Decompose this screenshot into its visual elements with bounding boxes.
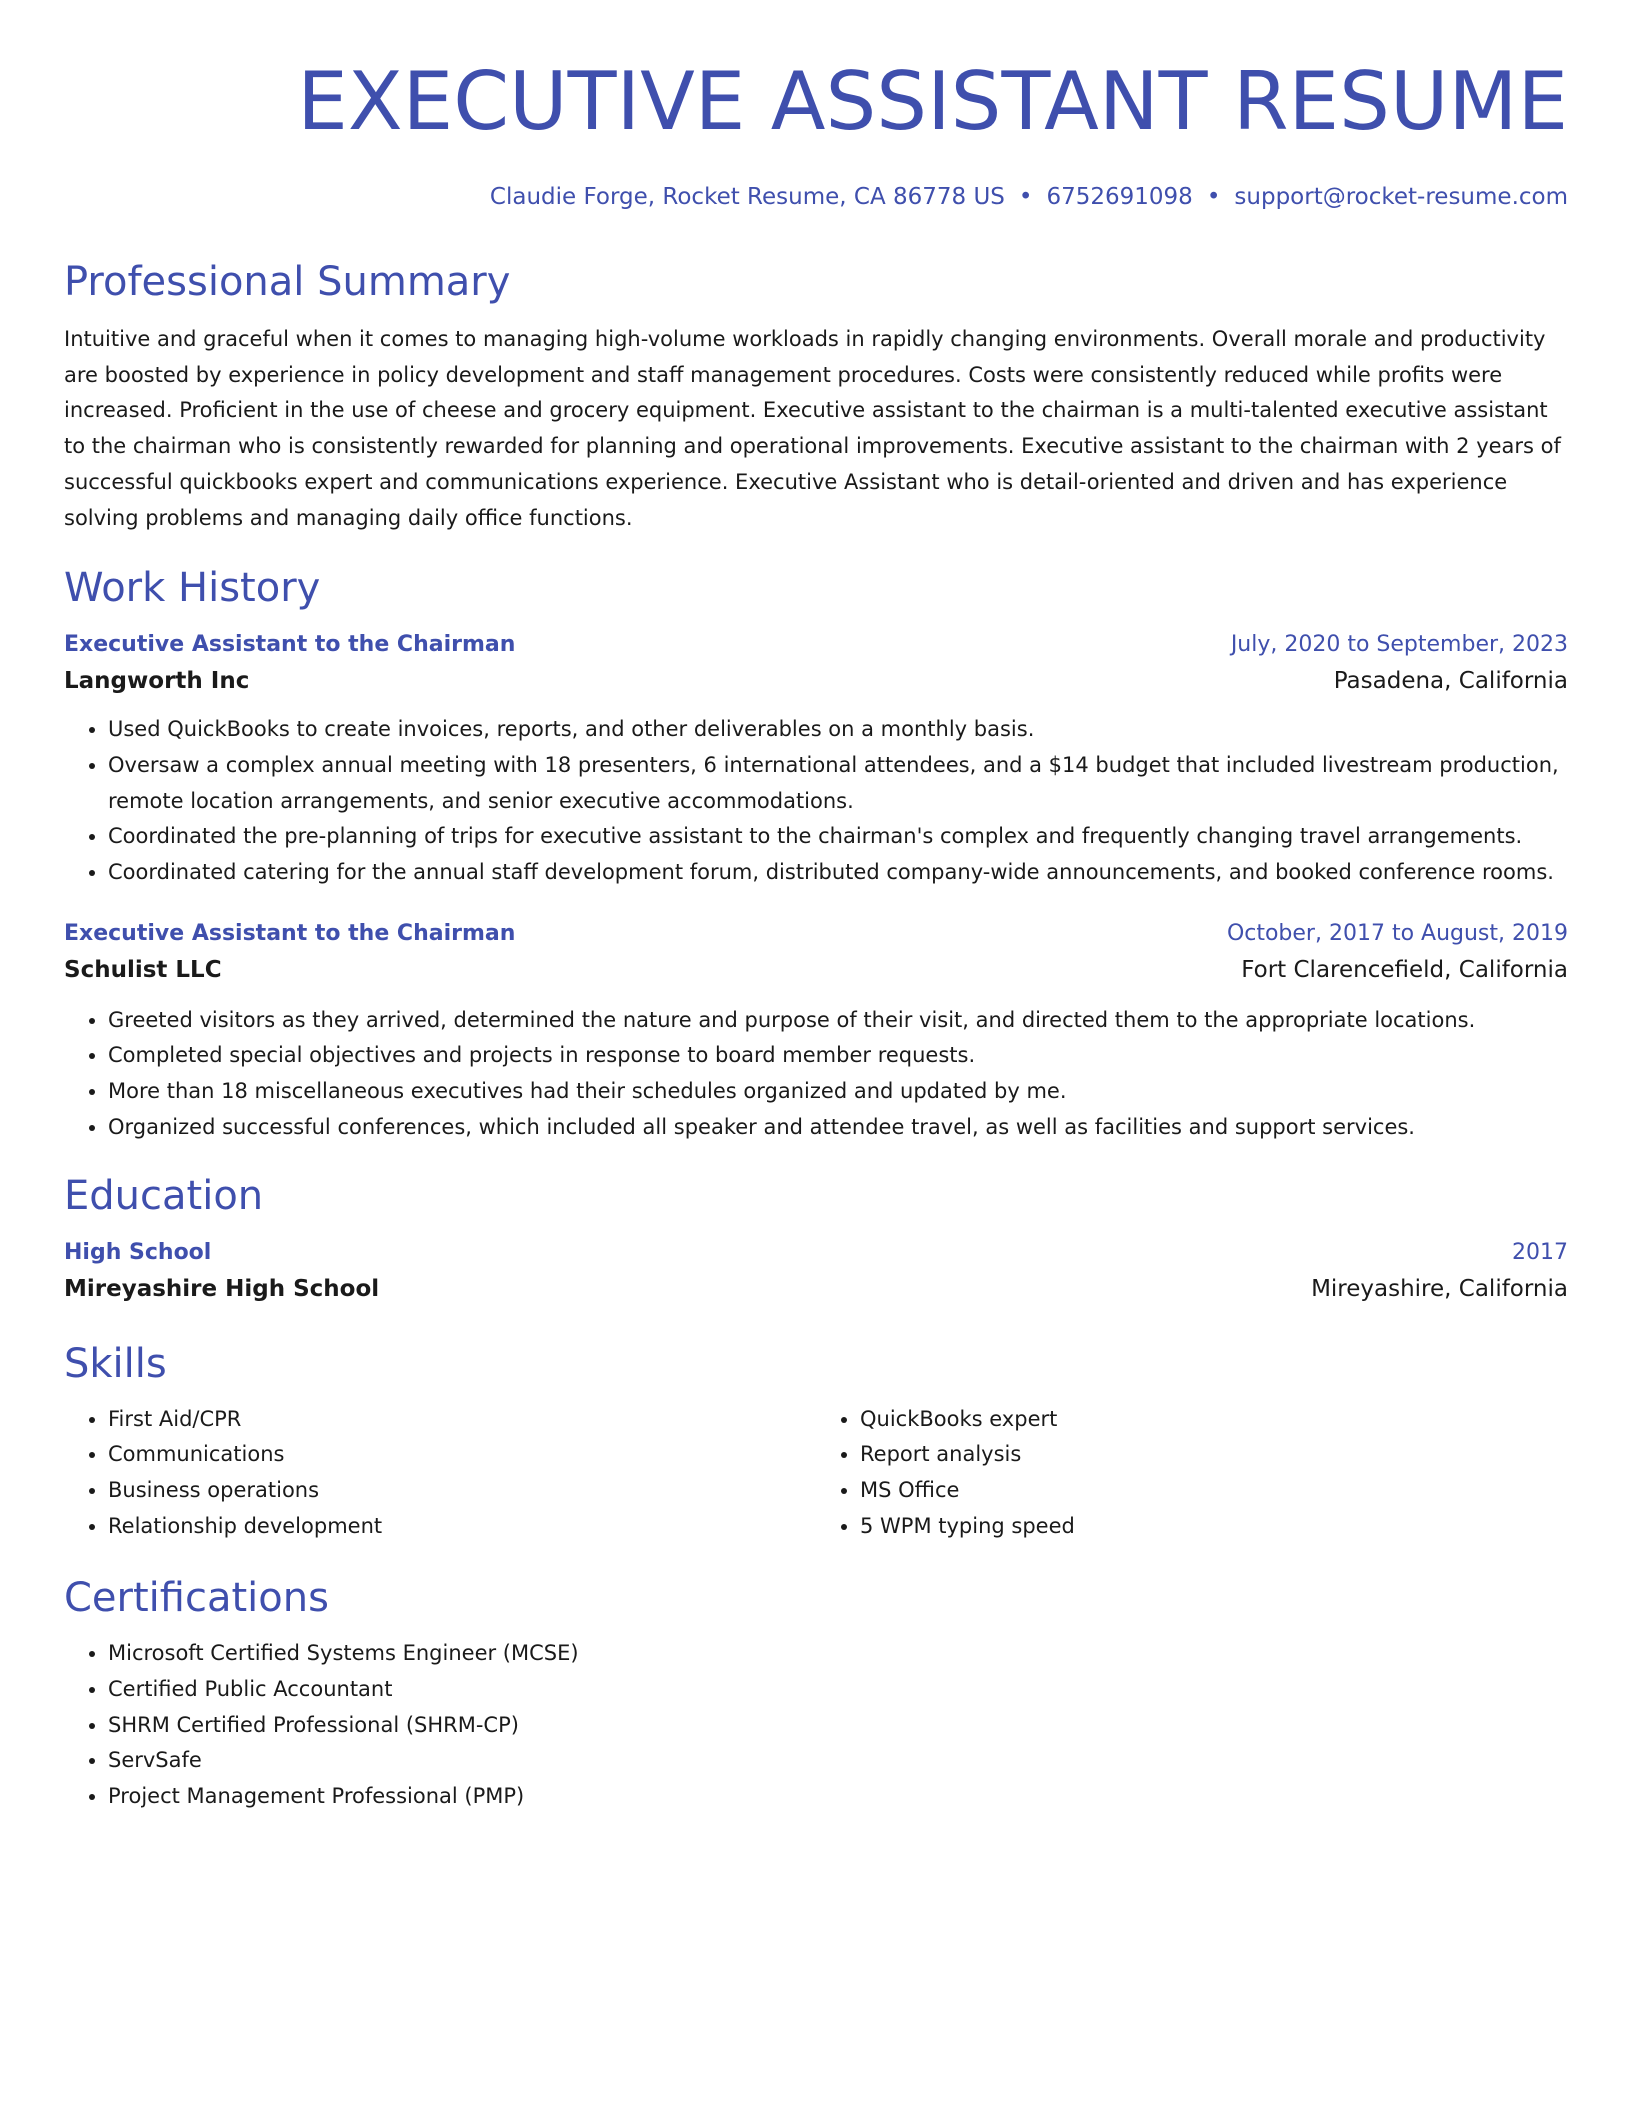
job-bullets bbox=[64, 1003, 1568, 1146]
school-name: Mireyashire High School bbox=[64, 1275, 380, 1302]
job-entry bbox=[64, 628, 1568, 891]
education-header-row bbox=[64, 1236, 1568, 1270]
work-section bbox=[64, 562, 1568, 1145]
contact-separator: • bbox=[1018, 184, 1033, 210]
certification-item: • Microsoft Certified Systems Engineer (MCSE) bbox=[108, 1636, 1568, 1672]
skills-grid bbox=[64, 1402, 1568, 1545]
resume-title: EXECUTIVE ASSISTANT RESUME bbox=[297, 55, 1568, 148]
job-title: Executive Assistant to the Chairman bbox=[64, 920, 516, 946]
job-bullet: • Oversaw a complex annual meeting with 18 presenters, 6 international attendees, and a $14 budget that included livestream production, remote location arrangements, and senior executive accommodations. bbox=[108, 748, 1568, 819]
skill-item: • Report analysis bbox=[860, 1437, 1568, 1473]
job-company-row bbox=[64, 951, 1568, 989]
skill-item: • First Aid/CPR bbox=[108, 1402, 816, 1438]
contact-address: Claudie Forge, Rocket Resume, CA 86778 US bbox=[489, 184, 1005, 210]
certifications-list bbox=[64, 1636, 1568, 1815]
skills-heading: Skills bbox=[64, 1340, 167, 1387]
skill-item: • Communications bbox=[108, 1437, 816, 1473]
school-location: Mireyashire, California bbox=[1311, 1275, 1568, 1302]
contact-line bbox=[64, 180, 1568, 214]
education-degree: High School bbox=[64, 1239, 212, 1265]
job-bullet: • Organized successful conferences, which included all speaker and attendee travel, as well as facilities and support services. bbox=[108, 1110, 1568, 1146]
summary-section bbox=[64, 256, 1568, 536]
education-school-row bbox=[64, 1270, 1568, 1308]
skills-list bbox=[64, 1402, 816, 1545]
skills-column-left bbox=[64, 1402, 816, 1545]
job-header-row bbox=[64, 628, 1568, 662]
skills-section bbox=[64, 1338, 1568, 1545]
skill-item: • Business operations bbox=[108, 1473, 816, 1509]
job-dates: October, 2017 to August, 2019 bbox=[1226, 920, 1568, 946]
company-name: Langworth Inc bbox=[64, 668, 250, 695]
skill-item: • 5 WPM typing speed bbox=[860, 1509, 1568, 1545]
certification-item: • ServSafe bbox=[108, 1743, 1568, 1779]
summary-text: Intuitive and graceful when it comes to managing high-volume workloads in rapidly changing environments. Overall morale and productivity are boosted by experience in policy development and staff management procedures. Costs were consistently reduced while profits were increased. Proficient in the use of cheese and grocery equipment. Executive assistant to the chairman is a multi-talented executive assistant to the chairman who is consistently rewarded for planning and operational improvements. Executive assistant to the chairman with 2 years of successful quickbooks expert and communications experience. Executive Assistant who is detail-oriented and driven and has experience solving problems and managing daily office functions. bbox=[64, 327, 1561, 530]
skills-column-right bbox=[816, 1402, 1568, 1545]
job-bullet: • Coordinated the pre-planning of trips for executive assistant to the chairman's complex and frequently changing travel arrangements. bbox=[108, 819, 1568, 855]
job-bullets bbox=[64, 712, 1568, 891]
contact-separator: • bbox=[1206, 184, 1221, 210]
education-heading: Education bbox=[64, 1172, 264, 1219]
contact-phone: 6752691098 bbox=[1046, 184, 1193, 210]
certification-item: • Project Management Professional (PMP) bbox=[108, 1779, 1568, 1815]
contact-email: support@rocket-resume.com bbox=[1234, 184, 1568, 210]
education-year: 2017 bbox=[1512, 1239, 1568, 1265]
skill-item: • MS Office bbox=[860, 1473, 1568, 1509]
company-name: Schulist LLC bbox=[64, 956, 222, 983]
job-location: Pasadena, California bbox=[1333, 668, 1568, 695]
certification-item: • Certified Public Accountant bbox=[108, 1672, 1568, 1708]
summary-heading: Professional Summary bbox=[64, 259, 511, 305]
education-section bbox=[64, 1170, 1568, 1308]
job-title: Executive Assistant to the Chairman bbox=[64, 632, 516, 658]
work-heading: Work History bbox=[64, 565, 321, 612]
skill-item: • Relationship development bbox=[108, 1509, 816, 1545]
job-company-row bbox=[64, 662, 1568, 700]
job-bullet: • Coordinated catering for the annual staff development forum, distributed company-wide announcements, and booked conference rooms. bbox=[108, 855, 1568, 891]
certifications-heading: Certifications bbox=[64, 1575, 329, 1622]
job-bullet: • Used QuickBooks to create invoices, reports, and other deliverables on a monthly basis. bbox=[108, 712, 1568, 748]
skill-item: • QuickBooks expert bbox=[860, 1402, 1568, 1438]
job-entry bbox=[64, 917, 1568, 1146]
job-bullet: • Greeted visitors as they arrived, determined the nature and purpose of their visit, and directed them to the appropriate locations. bbox=[108, 1003, 1568, 1039]
job-dates: July, 2020 to September, 2023 bbox=[1230, 632, 1568, 658]
job-header-row bbox=[64, 917, 1568, 951]
certifications-section bbox=[64, 1572, 1568, 1815]
job-bullet: • More than 18 miscellaneous executives had their schedules organized and updated by me. bbox=[108, 1074, 1568, 1110]
certification-item: • SHRM Certified Professional (SHRM-CP) bbox=[108, 1708, 1568, 1744]
job-bullet: • Completed special objectives and projects in response to board member requests. bbox=[108, 1038, 1568, 1074]
job-location: Fort Clarencefield, California bbox=[1241, 956, 1568, 983]
skills-list bbox=[816, 1402, 1568, 1545]
